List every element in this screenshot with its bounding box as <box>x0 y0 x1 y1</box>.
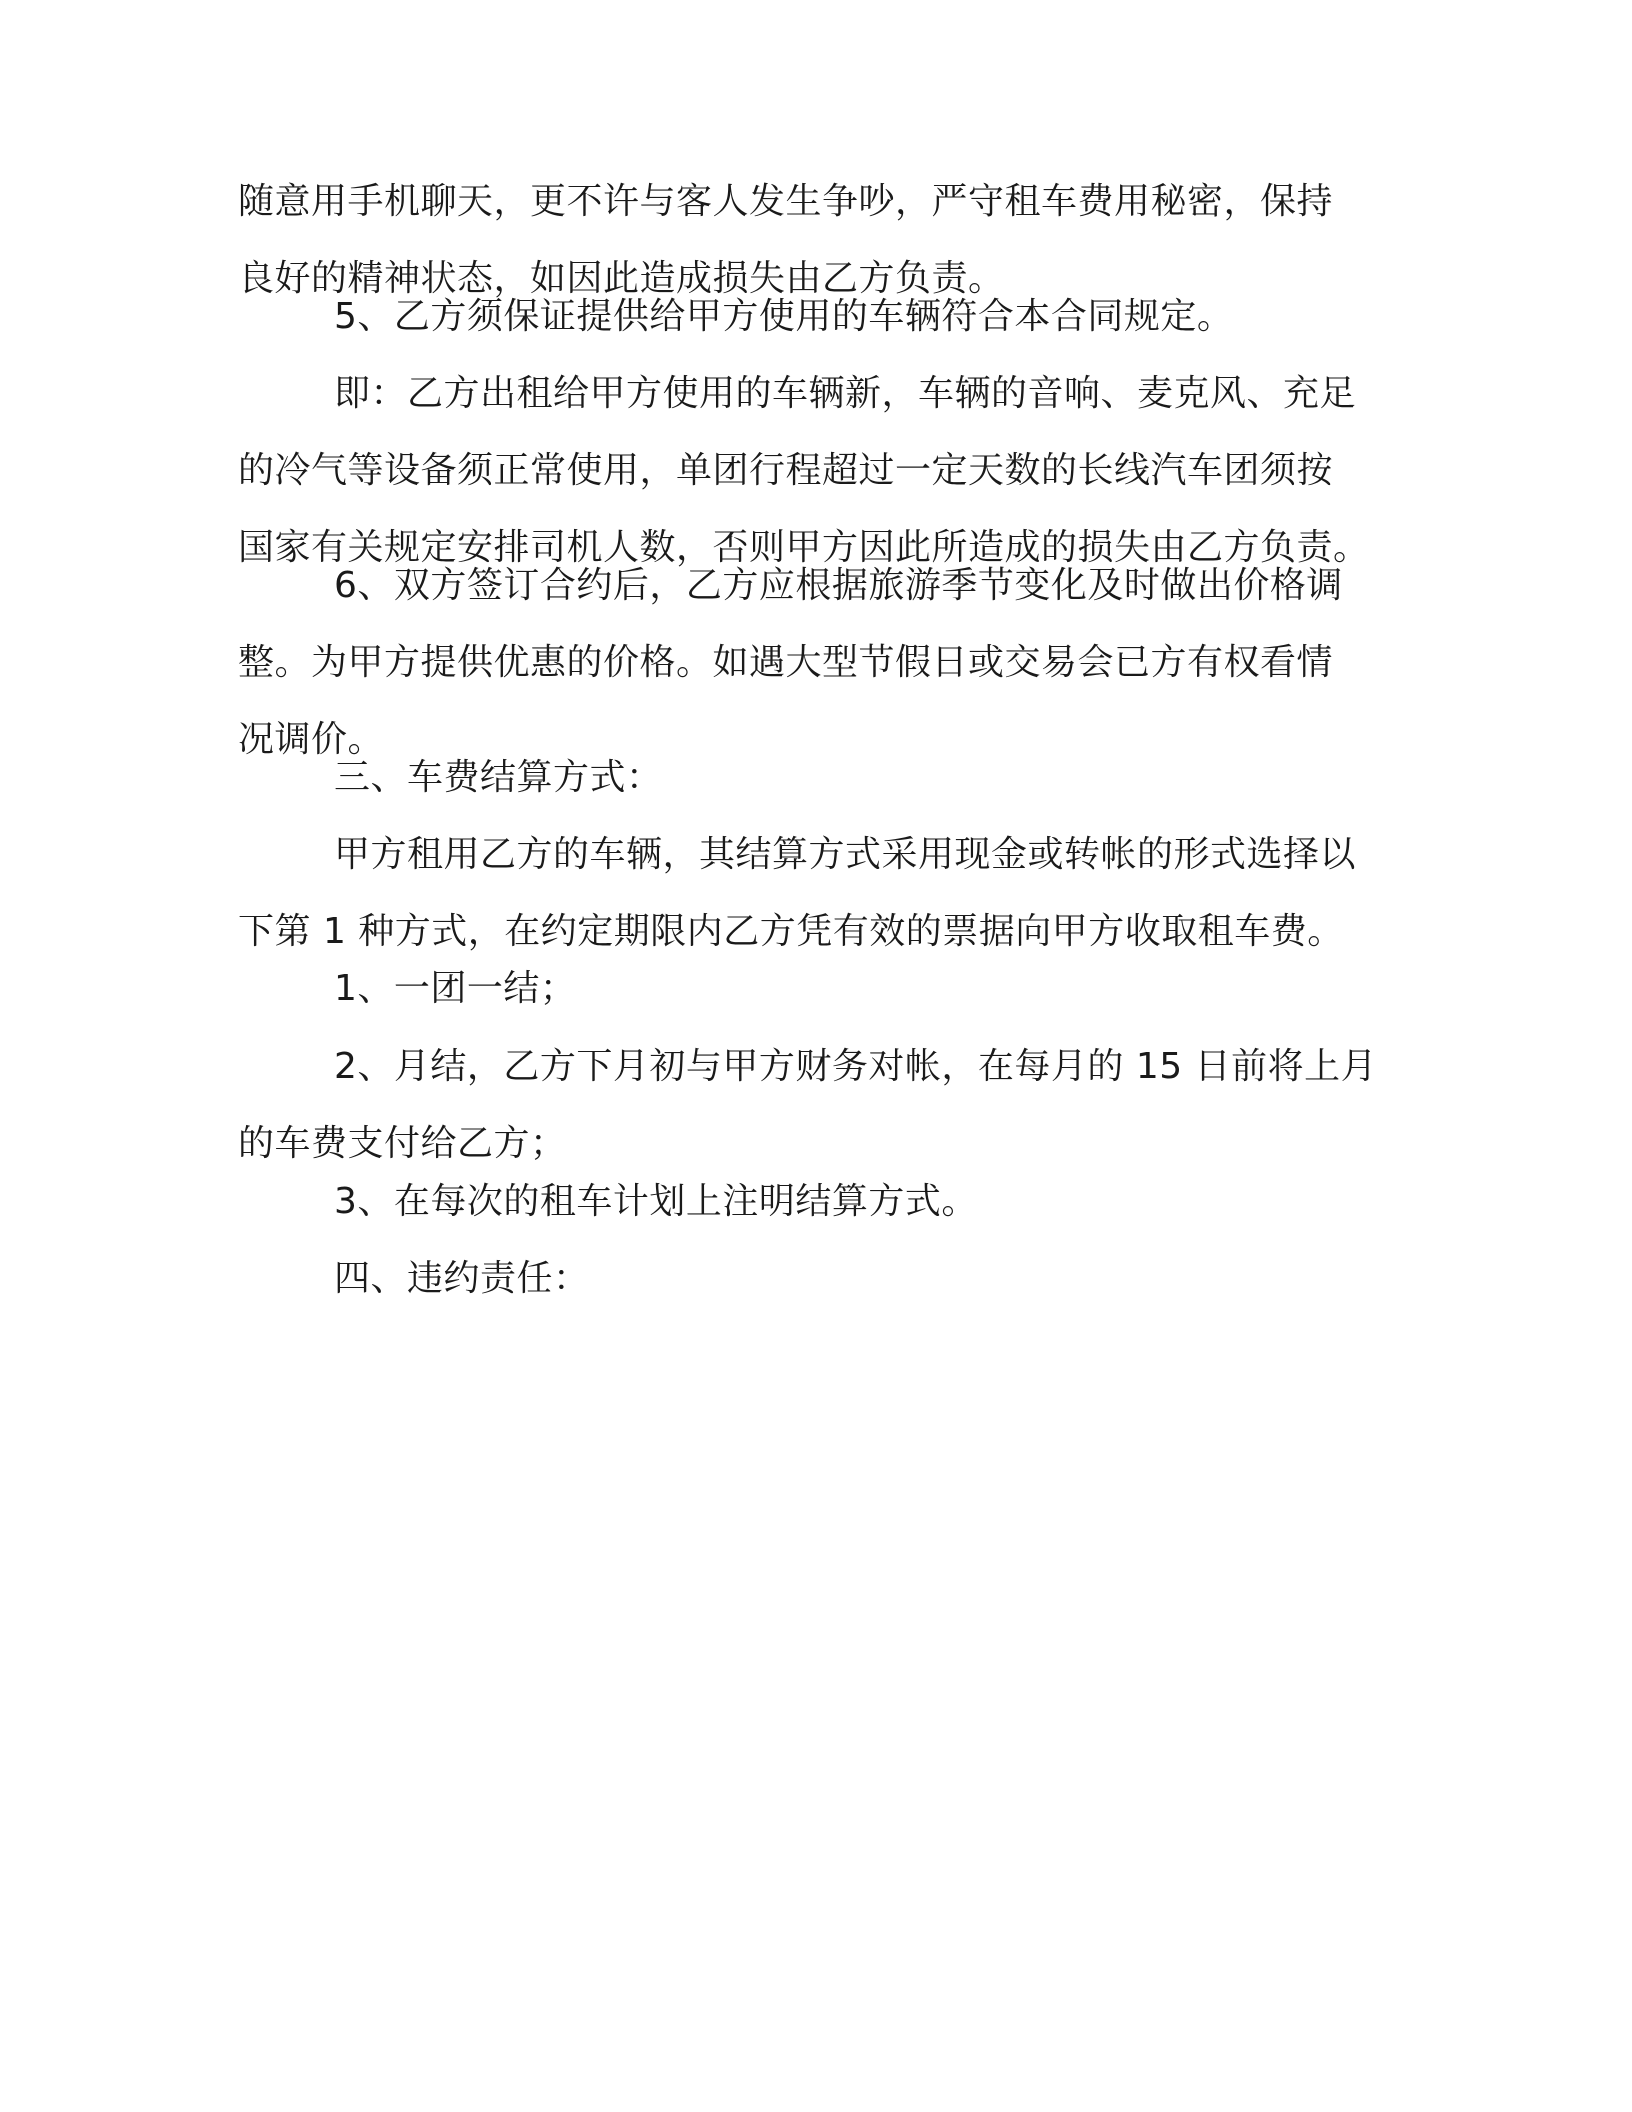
text-line: 随意用手机聊天，更不许与客人发生争吵，严守租车费用秘密，保持 <box>238 181 1334 222</box>
paragraph-p9 <box>238 1163 978 1240</box>
text-line: 即：乙方出租给甲方使用的车辆新，车辆的音响、麦克风、充足 <box>334 373 1357 414</box>
section-heading: 四、违约责任： <box>334 1258 590 1299</box>
section-heading: 三、车费结算方式： <box>334 757 663 798</box>
list-item: 2、月结，乙方下月初与甲方财务对帐，在每月的 15 日前将上月 <box>334 1046 1378 1087</box>
text-line: 甲方租用乙方的车辆，其结算方式采用现金或转帐的形式选择以 <box>334 834 1357 875</box>
paragraph-p2 <box>238 278 1233 355</box>
list-item: 3、在每次的租车计划上注明结算方式。 <box>334 1181 978 1222</box>
text-line: 国家有关规定安排司机人数，否则甲方因此所造成的损失由乙方负责。 <box>238 527 1370 568</box>
text-line: 5、乙方须保证提供给甲方使用的车辆符合本合同规定。 <box>334 296 1234 337</box>
paragraph-p7 <box>238 950 576 1027</box>
text-line: 的车费支付给乙方； <box>238 1123 567 1164</box>
text-line: 良好的精神状态，如因此造成损失由乙方负责。 <box>238 258 1005 299</box>
paragraph-p6 <box>238 816 1356 970</box>
list-item: 1、一团一结； <box>334 968 577 1009</box>
paragraph-p10 <box>238 1240 590 1317</box>
text-line: 6、双方签订合约后，乙方应根据旅游季节变化及时做出价格调 <box>334 565 1343 606</box>
text-line: 下第 1 种方式，在约定期限内乙方凭有效的票据向甲方收取租车费。 <box>238 911 1344 952</box>
paragraph-p5 <box>238 739 663 816</box>
text-line: 况调价。 <box>238 719 385 760</box>
text-line: 的冷气等设备须正常使用，单团行程超过一定天数的长线汽车团须按 <box>238 450 1334 491</box>
text-line: 整。为甲方提供优惠的价格。如遇大型节假日或交易会已方有权看情 <box>238 642 1334 683</box>
paragraph-p8 <box>238 1028 1377 1182</box>
